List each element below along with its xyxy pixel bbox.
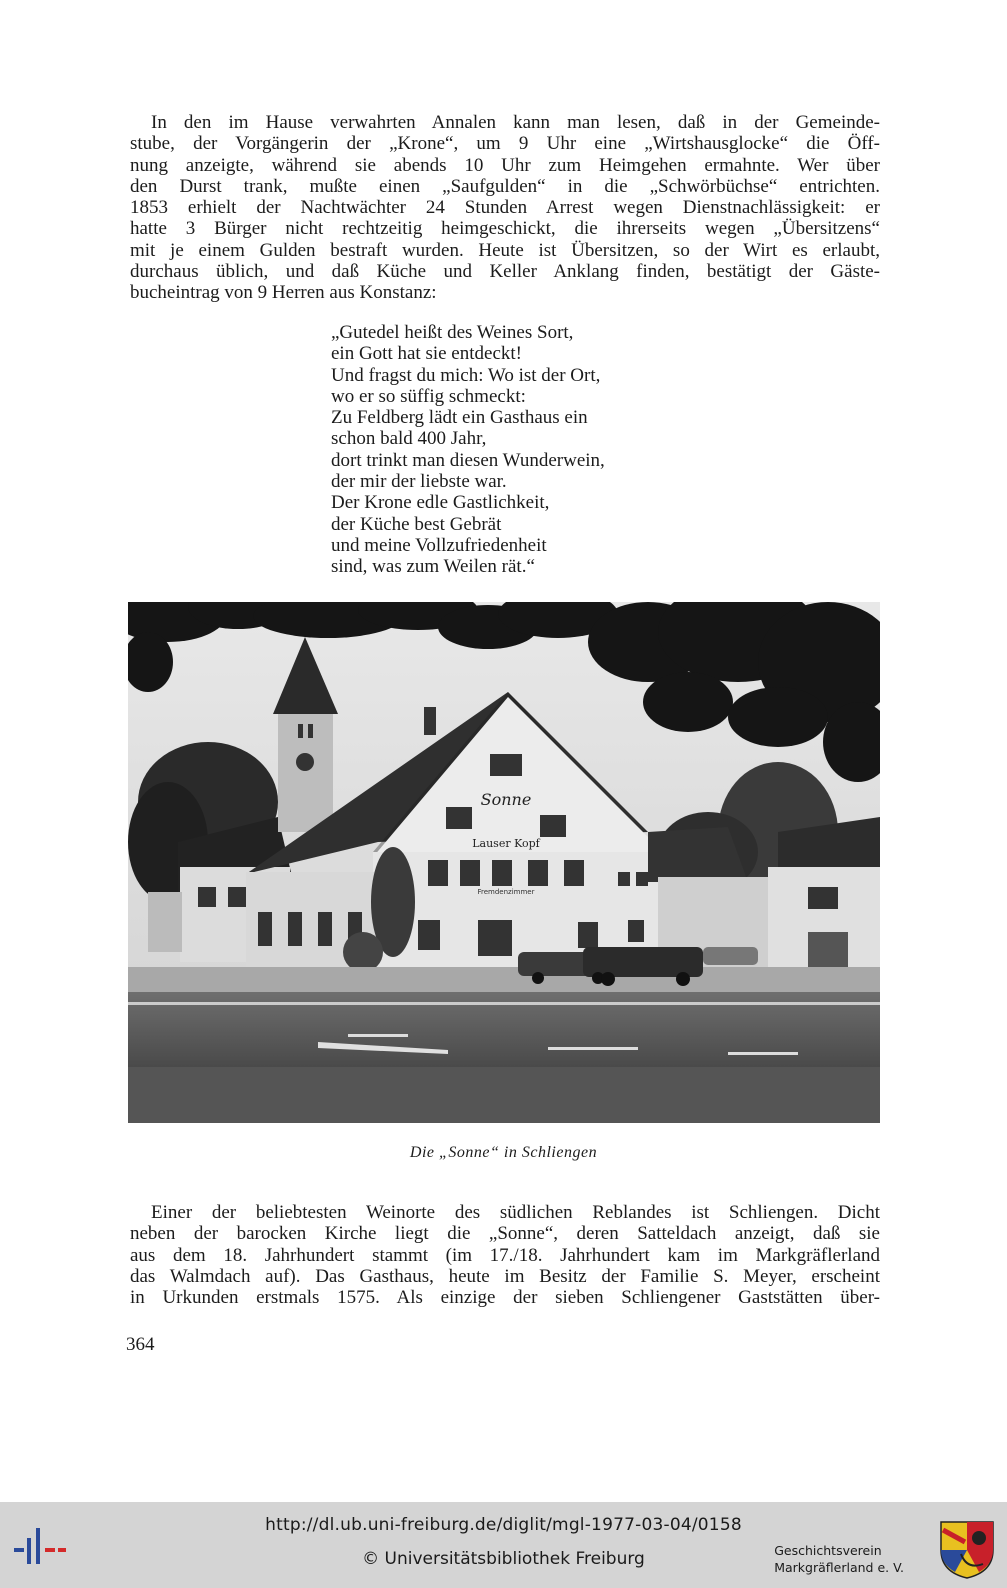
poem-line: dort trinkt man diesen Wunderwein, (331, 449, 605, 471)
text-line: In den im Hause verwahrten Annalen kann man lesen, daß in der Gemeinde- (151, 112, 880, 133)
society-name (774, 1542, 904, 1576)
inn-sign-main: Sonne (480, 790, 532, 809)
copyright-notice: © Universitätsbibliothek Freiburg (362, 1549, 645, 1569)
text-line: stube, der Vorgängerin der „Krone“, um 9 Uhr eine „Wirtshausglocke“ die Öff- (130, 133, 880, 155)
photo-caption: Die „Sonne“ in Schliengen (409, 1144, 598, 1161)
photo-sonne-inn (128, 602, 880, 1123)
page-number: 364 (126, 1334, 155, 1355)
poem-line: sind, was zum Weilen rät.“ (331, 556, 535, 578)
text-line: bucheintrag von 9 Herren aus Konstanz: (130, 282, 437, 304)
poem-line: schon bald 400 Jahr, (331, 428, 487, 450)
inn-sign-sub: Lauser Kopf (472, 837, 540, 850)
text-line: nung anzeigte, während sie abends 10 Uhr zum Heimgehen ermahnte. Wer über (130, 154, 880, 176)
text-line: neben der barocken Kirche liegt die „Sonne“, deren Satteldach anzeigt, daß sie (130, 1223, 880, 1245)
text-line: durchaus üblich, und daß Küche und Keller Anklang finden, bestätigt der Gäste- (130, 261, 880, 283)
guestbook-poem (331, 322, 605, 578)
paragraph-annals (130, 112, 880, 304)
inn-sign-rooms: Fremdenzimmer (477, 888, 535, 896)
text-line: das Walmdach auf). Das Gasthaus, heute im Besitz der Familie S. Meyer, erscheint (130, 1265, 880, 1287)
text-line: mit je einem Gulden bestraft wurden. Heute ist Übersitzen, so der Wirt es erlaubt, (130, 239, 880, 261)
paragraph-schliengen (130, 1202, 880, 1308)
society-line: Markgräflerland e. V. (774, 1560, 904, 1575)
text-line: hatte 3 Bürger nicht rechtzeitig heimgeschickt, die ihrerseits wegen „Übersitzens“ (130, 218, 880, 240)
society-line: Geschichtsverein (774, 1543, 882, 1558)
poem-line: Zu Feldberg lädt ein Gasthaus ein (331, 407, 588, 429)
text-line: in Urkunden erstmals 1575. Als einzige der sieben Schliengener Gaststätten über- (130, 1287, 880, 1309)
poem-line: ein Gott hat sie entdeckt! (331, 343, 522, 365)
poem-line: der mir der liebste war. (331, 471, 507, 493)
poem-line: Der Krone edle Gastlichkeit, (331, 492, 550, 514)
poem-line: Und fragst du mich: Wo ist der Ort, (331, 364, 601, 386)
coat-of-arms-icon (939, 1520, 995, 1580)
poem-line: der Küche best Gebrät (331, 513, 502, 535)
viewer-footer (0, 1502, 1007, 1588)
text-line: den Durst trank, mußte einen „Saufgulden“ in die „Schwörbüchse“ entrichten. (130, 175, 880, 197)
permalink-url[interactable]: http://dl.ub.uni-freiburg.de/diglit/mgl-1977-03-04/0158 (265, 1515, 742, 1535)
text-line: Einer der beliebtesten Weinorte des südlichen Reblandes ist Schliengen. Dicht (151, 1202, 880, 1223)
poem-line: „Gutedel heißt des Weines Sort, (331, 322, 574, 343)
text-line: 1853 erhielt der Nachtwächter 24 Stunden Arrest wegen Dienstnachlässigkeit: er (130, 197, 880, 219)
poem-line: wo er so süffig schmeckt: (331, 385, 526, 407)
text-line: aus dem 18. Jahrhundert stammt (im 17./18. Jahrhundert kam im Markgräflerland (130, 1244, 880, 1266)
poem-line: und meine Vollzufriedenheit (331, 534, 547, 556)
